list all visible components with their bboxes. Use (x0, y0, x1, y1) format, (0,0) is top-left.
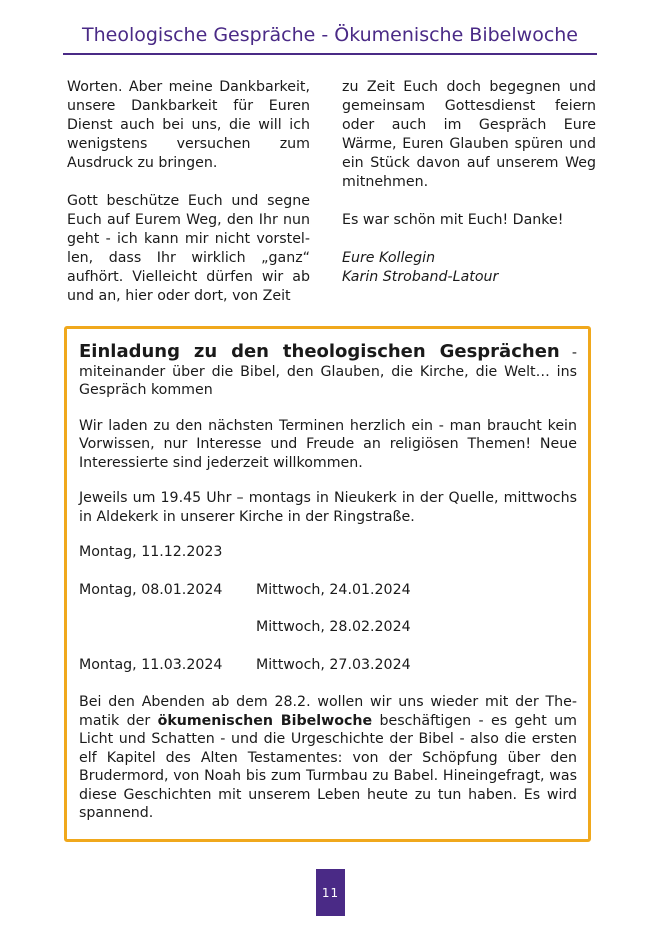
left-column (67, 78, 310, 325)
invitation-lead-rest: - miteinander über die Bibel, den Glauben, die Kirche, die Welt… ins Gespräch kommen (79, 345, 577, 398)
left-paragraph-2: Gott beschütze Euch und segne Euch auf Eurem Weg, den Ihr nun geht - ich kann mir nicht vorstellen, dass Ihr wirklich „ganz“ aufhört. Vielleicht dürfen wir ab und an, hier oder dort, von Zeit (67, 193, 310, 304)
date-row (79, 581, 577, 600)
date-monday: Montag, 11.03.2024 (79, 656, 223, 673)
page-header-title: Theologische Gespräche - Ökumenische Bibelwoche (82, 24, 578, 46)
invitation-p4-start: Bei den Abenden ab dem 28.2. wollen wir uns wieder mit der Thematik der (79, 694, 577, 729)
right-paragraph-2: Es war schön mit Euch! Danke! (342, 212, 564, 228)
signature-line-2: Karin Stroband-Latour (342, 269, 499, 285)
dates-list (79, 543, 577, 674)
date-wednesday: Mittwoch, 28.02.2024 (256, 619, 411, 635)
date-monday: Montag, 08.01.2024 (79, 581, 223, 598)
date-monday: Montag, 11.12.2023 (79, 544, 223, 560)
date-wednesday: Mittwoch, 24.01.2024 (256, 581, 411, 598)
date-row (79, 618, 577, 637)
invitation-paragraph-3: Jeweils um 19.45 Uhr – montags in Nieukerk in der Quelle, mittwochs in Aldekerk in unserer Kirche in der Ringstraße. (79, 490, 577, 525)
date-monday (79, 618, 256, 637)
date-wednesday: Mittwoch, 27.03.2024 (256, 656, 411, 673)
invitation-p4-end: beschäftigen - es geht um Licht und Schatten - und die Urgeschichte der Bibel - also die ersten elf Kapitel des Alten Testamentes: von der Schöpfung über den Brudermord, von Noah bis zum Turmbau zu Babel. Hineingefragt, was diese Geschichten mit unserem Leben heute zu tun haben. Es wird spannend. (79, 712, 577, 821)
date-row (79, 543, 577, 562)
invitation-paragraph-4 (79, 693, 577, 823)
left-paragraph-1: Worten. Aber meine Dankbarkeit, unsere Dankbarkeit für Euren Dienst auch bei uns, die will ich wenigstens versuchen zum Ausdruck zu bringen. (67, 79, 310, 171)
date-row (79, 656, 577, 675)
date-wednesday (256, 543, 456, 562)
signature-line-1: Eure Kollegin (342, 250, 436, 266)
invitation-heading: Einladung zu den theologischen Gesprächen (79, 341, 560, 362)
invitation-lead (79, 343, 577, 400)
invitation-p4-bold: ökumenischen Bibelwoche (157, 712, 373, 729)
right-column (342, 78, 596, 287)
invitation-box (64, 326, 591, 842)
right-paragraph-1: zu Zeit Euch doch begegnen und gemeinsam Gottesdienst feiern oder auch im Gespräch Eure Wärme, Euren Glauben spüren und ein Stück davon auf unserem Weg mitnehmen. (342, 79, 596, 190)
header-rule (63, 53, 597, 55)
invitation-paragraph-2: Wir laden zu den nächsten Terminen herzlich ein - man braucht kein Vorwissen, nur Interesse und Freude an religiösen Themen! Neue Interessierte sind jederzeit willkommen. (79, 417, 577, 471)
page-number: 11 (316, 869, 345, 916)
